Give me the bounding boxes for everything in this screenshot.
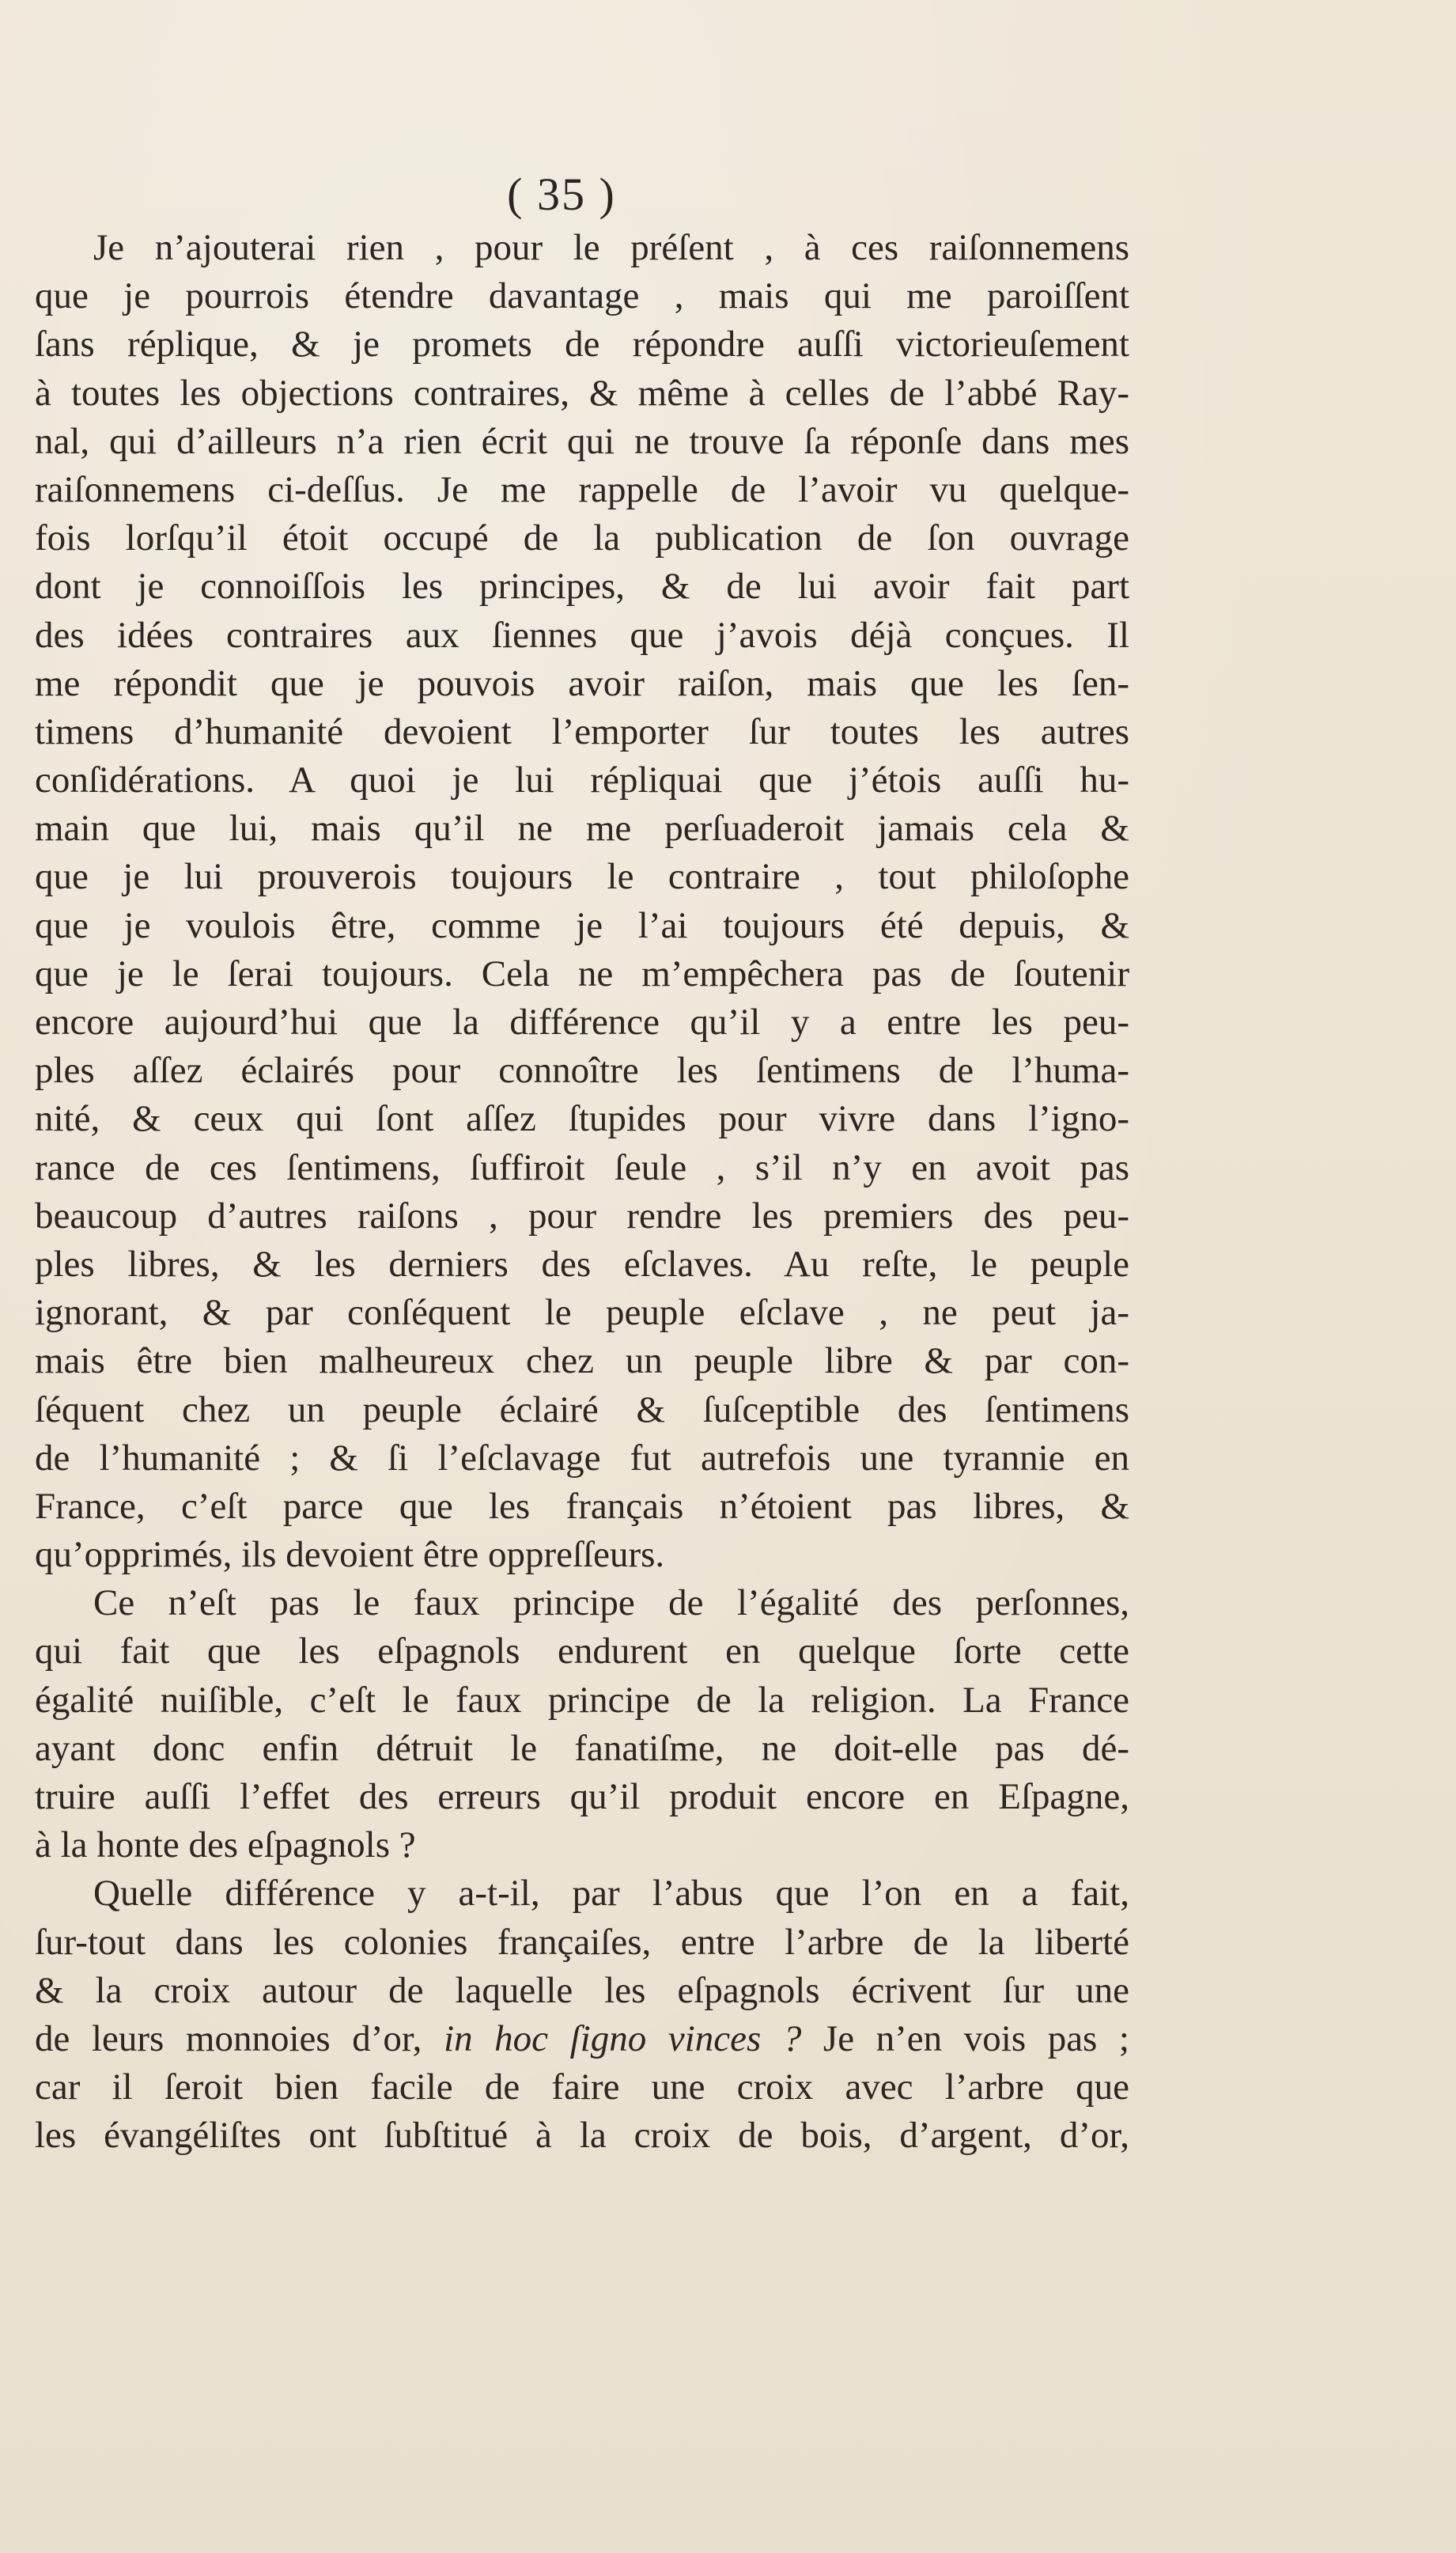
- text-line: mais être bien malheureux chez un peuple libre & par con-: [35, 1340, 1129, 1382]
- text-line: ples libres, & les derniers des eſclaves. Au reſte, le peuple: [35, 1243, 1129, 1285]
- text-line: ples aſſez éclairés pour connoître les ſentimens de l’huma-: [35, 1050, 1129, 1092]
- text-line: ſéquent chez un peuple éclairé & ſuſceptible des ſentimens: [35, 1388, 1129, 1430]
- text-line: qu’opprimés, ils devoient être oppreſſeurs.: [35, 1534, 665, 1576]
- text-line: encore aujourd’hui que la différence qu’il y a entre les peu-: [35, 1002, 1129, 1043]
- text-line: beaucoup d’autres raiſons , pour rendre les premiers des peu-: [35, 1195, 1129, 1237]
- text-line: ayant donc enfin détruit le fanatiſme, ne doit-elle pas dé-: [35, 1727, 1129, 1769]
- text-line: truire auſſi l’effet des erreurs qu’il produit encore en Eſpagne,: [35, 1776, 1129, 1817]
- text-line: & la croix autour de laquelle les eſpagnols écrivent ſur une: [35, 1969, 1129, 2011]
- body-text: [35, 224, 1129, 2161]
- text-segment: Je n’en vois pas ;: [823, 2017, 1129, 2059]
- text-line: timens d’humanité devoient l’emporter ſur toutes les autres: [35, 710, 1129, 752]
- paragraph-3: [35, 1869, 1129, 2160]
- text-line: car il ſeroit bien facile de faire une croix avec l’arbre que: [35, 2066, 1129, 2108]
- text-line: ſans réplique, & je promets de répondre auſſi victorieuſement: [35, 324, 1129, 366]
- text-line: Quelle différence y a-t-il, par l’abus que l’on en a fait,: [93, 1873, 1129, 1915]
- text-line: de l’humanité ; & ſi l’eſclavage fut autrefois une tyrannie en: [35, 1437, 1129, 1479]
- text-line-with-motto: [35, 2015, 1129, 2063]
- text-line: que je le ſerai toujours. Cela ne m’empêchera pas de ſoutenir: [35, 953, 1129, 994]
- text-line: fois lorſqu’il étoit occupé de la publication de ſon ouvrage: [35, 517, 1129, 559]
- text-line: Je n’ajouterai rien , pour le préſent , à ces raiſonnemens: [93, 227, 1129, 268]
- text-line: ignorant, & par conſéquent le peuple eſclave , ne peut ja-: [35, 1292, 1129, 1334]
- paragraph-2: [35, 1579, 1129, 1869]
- text-line: que je lui prouverois toujours le contraire , tout philoſophe: [35, 856, 1129, 898]
- text-line: nal, qui d’ailleurs n’a rien écrit qui ne trouve ſa réponſe dans mes: [35, 420, 1129, 462]
- text-line: à toutes les objections contraires, & même à celles de l’abbé Ray-: [35, 372, 1129, 414]
- text-line: des idées contraires aux ſiennes que j’avois déjà conçues. Il: [35, 614, 1129, 656]
- text-line: égalité nuiſible, c’eſt le faux principe de la religion. La France: [35, 1679, 1129, 1721]
- text-line: qui fait que les eſpagnols endurent en quelque ſorte cette: [35, 1631, 1129, 1672]
- page-number: ( 35 ): [507, 169, 616, 220]
- text-line: France, c’eſt parce que les français n’étoient pas libres, &: [35, 1485, 1129, 1527]
- text-line: raiſonnemens ci-deſſus. Je me rappelle de l’avoir vu quelque-: [35, 468, 1129, 510]
- text-line: Ce n’eſt pas le faux principe de l’égalité des perſonnes,: [93, 1582, 1129, 1624]
- text-line: les évangéliſtes ont ſubſtitué à la croix de bois, d’argent, d’or,: [35, 2115, 1129, 2157]
- text-line: à la honte des eſpagnols ?: [35, 1824, 416, 1866]
- text-segment: de leurs monnoies d’or,: [35, 2017, 422, 2059]
- text-line: nité, & ceux qui ſont aſſez ſtupides pour vivre dans l’igno-: [35, 1098, 1129, 1140]
- text-line: rance de ces ſentimens, ſuffiroit ſeule , s’il n’y en avoit pas: [35, 1146, 1129, 1188]
- text-line: main que lui, mais qu’il ne me perſuaderoit jamais cela &: [35, 808, 1129, 850]
- paragraph-1: [35, 224, 1129, 1579]
- text-line: que je voulois être, comme je l’ai toujours été depuis, &: [35, 904, 1129, 946]
- text-line: que je pourrois étendre davantage , mais qui me paroiſſent: [35, 275, 1129, 317]
- latin-motto: in hoc ſigno vinces ?: [444, 2017, 802, 2059]
- text-line: conſidérations. A quoi je lui répliquai que j’étois auſſi hu-: [35, 759, 1129, 801]
- text-line: me répondit que je pouvois avoir raiſon, mais que les ſen-: [35, 662, 1129, 704]
- text-line: ſur-tout dans les colonies françaiſes, entre l’arbre de la liberté: [35, 1921, 1129, 1963]
- text-line: dont je connoiſſois les principes, & de lui avoir fait part: [35, 566, 1129, 608]
